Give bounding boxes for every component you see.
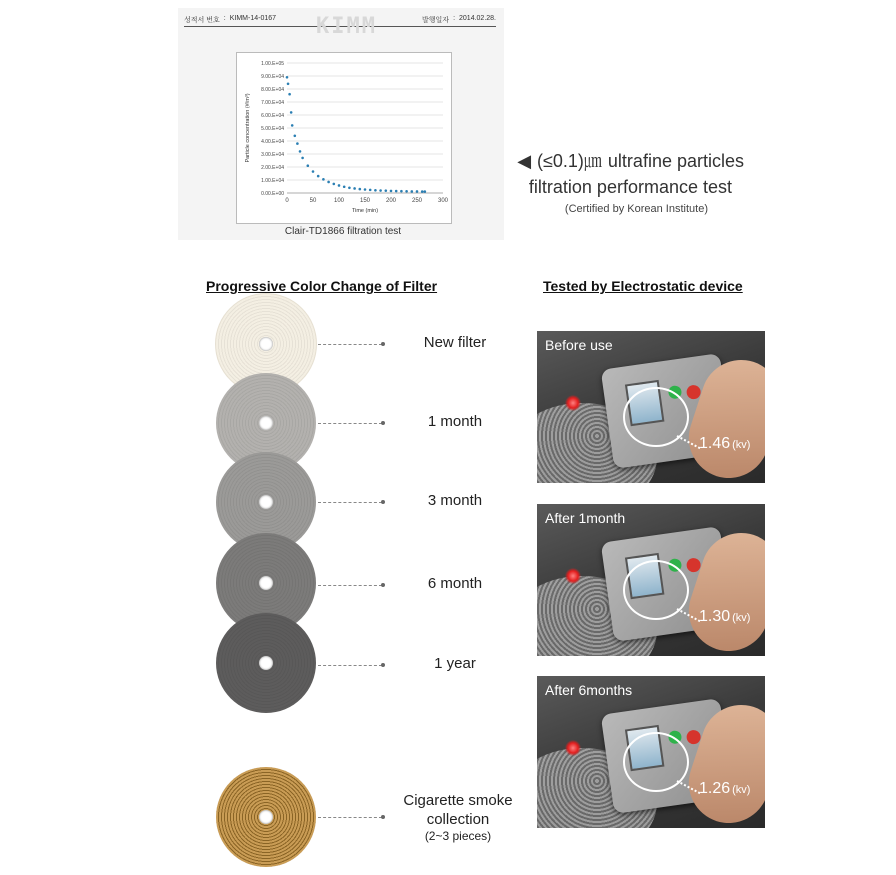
- data-point: [299, 150, 302, 153]
- x-tick-label: 300: [437, 198, 449, 204]
- y-axis-label: Particle concentration (#/m³): [245, 93, 251, 163]
- data-point: [301, 157, 304, 160]
- leader-line: [318, 817, 382, 818]
- data-point: [333, 183, 336, 186]
- data-point: [421, 190, 424, 193]
- data-point: [400, 190, 403, 193]
- y-tick-label: 1.00.E+05: [261, 61, 284, 67]
- electrostatic-device-photo: [537, 331, 765, 483]
- electrostatic-device-photo: [537, 504, 765, 656]
- filter-center-hole: [259, 495, 273, 509]
- y-tick-label: 2.00.E+04: [261, 165, 284, 171]
- report-number-value: KIMM-14-0167: [229, 14, 277, 22]
- data-point: [424, 190, 427, 193]
- data-point: [307, 164, 310, 167]
- filter-age-label: 1 year: [434, 655, 476, 672]
- data-point: [343, 185, 346, 188]
- data-point: [348, 187, 351, 190]
- data-point: [411, 190, 414, 193]
- y-tick-label: 7.00.E+04: [261, 100, 284, 106]
- y-tick-label: 1.00.E+04: [261, 178, 284, 184]
- data-point: [364, 188, 367, 191]
- x-tick-label: 0: [285, 198, 289, 204]
- filter-disc: [216, 613, 316, 713]
- leader-line: [318, 502, 382, 503]
- cigarette-smoke-label-line: (2~3 pieces): [424, 829, 492, 843]
- headline-certification-note: (Certified by Korean Institute): [564, 203, 708, 215]
- data-point: [416, 190, 419, 193]
- filter-center-hole: [259, 810, 273, 824]
- voltage-unit: (kv): [732, 439, 751, 451]
- leader-line: [318, 665, 382, 666]
- x-tick-label: 100: [333, 198, 345, 204]
- left-arrow-icon: ◀: [517, 151, 532, 171]
- y-tick-label: 5.00.E+04: [261, 126, 284, 132]
- data-point: [405, 190, 408, 193]
- data-point: [338, 184, 341, 187]
- chart-svg: [237, 53, 453, 225]
- data-point: [291, 124, 294, 127]
- x-tick-label: 150: [359, 198, 371, 204]
- cigarette-smoke-filter-disc: [216, 767, 316, 867]
- data-point: [395, 190, 398, 193]
- headline-line1: ultrafine particles: [607, 151, 744, 171]
- electrostatic-test-title: Tested by Electrostatic device: [543, 278, 743, 294]
- filter-age-label: 1 month: [427, 413, 483, 430]
- voltage-reading: [699, 435, 750, 453]
- data-point: [286, 76, 289, 79]
- data-point: [379, 189, 382, 192]
- data-point: [353, 187, 356, 190]
- data-point: [287, 83, 290, 86]
- leader-line: [318, 423, 382, 424]
- data-point: [385, 189, 388, 192]
- x-axis-label: Time (min): [351, 208, 379, 214]
- filter-age-label: 6 month: [427, 575, 483, 592]
- data-point: [312, 170, 315, 173]
- red-indicator-light-icon: [565, 395, 581, 411]
- cigarette-smoke-label: [392, 791, 524, 844]
- voltage-value: 1.30: [699, 608, 731, 625]
- photo-caption: After 1month: [545, 510, 626, 526]
- data-point: [390, 190, 393, 193]
- leader-line: [318, 344, 382, 345]
- red-indicator-light-icon: [565, 740, 581, 756]
- voltage-unit: (kv): [732, 612, 751, 624]
- headline-line2: filtration performance test: [528, 177, 732, 197]
- filter-age-label: 3 month: [427, 492, 483, 509]
- data-point: [369, 189, 372, 192]
- cigarette-smoke-label-line: collection: [426, 811, 490, 828]
- data-point: [294, 135, 297, 138]
- y-tick-label: 9.00.E+04: [261, 74, 284, 80]
- filter-center-hole: [259, 416, 273, 430]
- filtration-chart: [236, 52, 452, 224]
- y-tick-label: 6.00.E+04: [261, 113, 284, 119]
- certificate-header: 성적서 번호 : KIMM-14-0167 발행일자 : 2014.02.28.: [184, 13, 496, 27]
- filter-color-change-title: Progressive Color Change of Filter: [206, 278, 438, 294]
- issue-date-value: 2014.02.28.: [459, 14, 496, 22]
- filter-center-hole: [259, 656, 273, 670]
- red-indicator-light-icon: [565, 568, 581, 584]
- x-tick-label: 200: [385, 198, 397, 204]
- y-tick-label: 3.00.E+04: [261, 152, 284, 158]
- report-number-label: 성적서 번호: [184, 16, 220, 24]
- filtration-headline: [508, 148, 744, 215]
- headline-particle-size: (≤0.1)㎛: [537, 151, 602, 171]
- y-tick-label: 8.00.E+04: [261, 87, 284, 93]
- chart-caption: Clair-TD1866 filtration test: [284, 226, 402, 237]
- photo-caption: Before use: [545, 337, 613, 353]
- data-point: [296, 142, 299, 145]
- voltage-value: 1.26: [699, 780, 731, 797]
- data-point: [290, 111, 293, 114]
- x-tick-label: 50: [309, 198, 317, 204]
- y-tick-label: 4.00.E+04: [261, 139, 284, 145]
- voltage-reading: [699, 608, 750, 626]
- certificate-panel: [178, 8, 504, 240]
- filter-center-hole: [259, 576, 273, 590]
- data-point: [374, 189, 377, 192]
- filter-center-hole: [259, 337, 273, 351]
- filter-age-label: New filter: [423, 334, 487, 351]
- voltage-reading: [699, 780, 750, 798]
- data-point: [317, 175, 320, 178]
- voltage-value: 1.46: [699, 435, 731, 452]
- photo-caption: After 6months: [545, 682, 633, 698]
- kimm-watermark-logo: KIMM: [316, 14, 377, 39]
- leader-line: [318, 585, 382, 586]
- data-point: [322, 178, 325, 181]
- voltage-unit: (kv): [732, 784, 751, 796]
- data-point: [288, 93, 291, 96]
- x-tick-label: 250: [411, 198, 423, 204]
- y-tick-label: 0.00.E+00: [261, 191, 284, 197]
- issue-date-label: 발행일자: [422, 16, 450, 24]
- cigarette-smoke-label-line: Cigarette smoke: [403, 792, 513, 809]
- data-point: [327, 181, 330, 184]
- data-point: [359, 188, 362, 191]
- electrostatic-device-photo: [537, 676, 765, 828]
